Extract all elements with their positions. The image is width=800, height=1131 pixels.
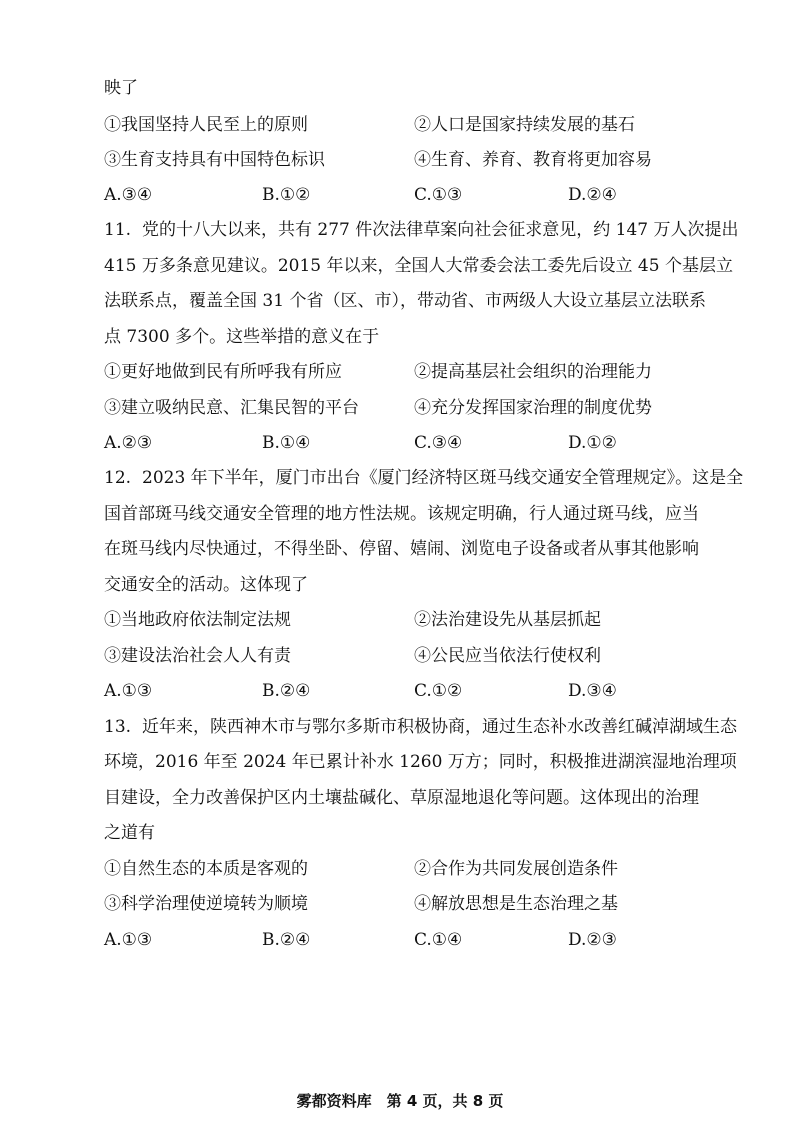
q12-answer-b: B.②④ xyxy=(262,681,311,701)
q10-answer-a: A.③④ xyxy=(104,185,153,205)
q11-answer-c: C.③④ xyxy=(414,433,463,453)
continued-stem-line: 映了 xyxy=(104,78,138,98)
q11-answer-b: B.①④ xyxy=(262,433,311,453)
q11-stem-line-2: 415 万多条意见建议。2015 年以来，全国人大常委会法工委先后设立 45 个基层立 xyxy=(104,256,733,276)
q12-answer-a: A.①③ xyxy=(104,681,153,701)
q13-option-4: ④解放思想是生态治理之基 xyxy=(414,894,618,914)
q12-answer-c: C.①② xyxy=(414,681,463,701)
q13-stem-line-4: 之道有 xyxy=(104,823,155,843)
q13-stem-line-1: 近年来，陕西神木市与鄂尔多斯市积极协商，通过生态补水改善红碱淖湖域生态 xyxy=(142,717,737,737)
q11-option-4: ④充分发挥国家治理的制度优势 xyxy=(414,398,652,418)
q10-answer-c: C.①③ xyxy=(414,185,463,205)
q12-option-2: ②法治建设先从基层抓起 xyxy=(414,610,601,630)
q10-option-1: ①我国坚持人民至上的原则 xyxy=(104,115,308,135)
q13-option-3: ③科学治理使逆境转为顺境 xyxy=(104,894,308,914)
q13-option-2: ②合作为共同发展创造条件 xyxy=(414,859,618,879)
page-footer: 雾都资料库 第 4 页，共 8 页 xyxy=(296,1092,504,1110)
q12-option-1: ①当地政府依法制定法规 xyxy=(104,610,291,630)
q11-number: 11. xyxy=(104,220,132,240)
q13-stem-line-2: 环境，2016 年至 2024 年已累计补水 1260 万方；同时，积极推进湖滨湿地治理项 xyxy=(104,752,737,772)
q13-stem-line-3: 目建设，全力改善保护区内土壤盐碱化、草原湿地退化等问题。这体现出的治理 xyxy=(104,788,699,808)
q12-option-3: ③建设法治社会人人有责 xyxy=(104,646,291,666)
q11-option-2: ②提高基层社会组织的治理能力 xyxy=(414,362,652,382)
q13-answer-b: B.②④ xyxy=(262,930,311,950)
q11-option-1: ①更好地做到民有所呼我有所应 xyxy=(104,362,342,382)
q13-option-1: ①自然生态的本质是客观的 xyxy=(104,859,308,879)
q13-number: 13. xyxy=(104,717,132,737)
q11-stem-line-1: 党的十八大以来，共有 277 件次法律草案向社会征求意见，约 147 万人次提出 xyxy=(142,220,739,240)
q10-answer-b: B.①② xyxy=(262,185,311,205)
q13-answer-d: D.②③ xyxy=(568,930,617,950)
q12-stem-line-2: 国首部斑马线交通安全管理的地方性法规。该规定明确，行人通过斑马线，应当 xyxy=(104,504,699,524)
q11-answer-d: D.①② xyxy=(568,433,617,453)
q10-answer-d: D.②④ xyxy=(568,185,617,205)
q12-option-4: ④公民应当依法行使权利 xyxy=(414,646,601,666)
q11-option-3: ③建立吸纳民意、汇集民智的平台 xyxy=(104,398,359,418)
q12-stem-line-4: 交通安全的活动。这体现了 xyxy=(104,575,308,595)
q12-answer-d: D.③④ xyxy=(568,681,617,701)
q11-stem-line-4: 点 7300 多个。这些举措的意义在于 xyxy=(104,327,380,347)
q12-stem-line-1: 2023 年下半年，厦门市出台《厦门经济特区斑马线交通安全管理规定》。这是全 xyxy=(142,468,744,488)
q11-stem-line-3: 法联系点，覆盖全国 31 个省（区、市），带动省、市两级人大设立基层立法联系 xyxy=(104,291,706,311)
q13-answer-a: A.①③ xyxy=(104,930,153,950)
q12-number: 12. xyxy=(104,468,132,488)
q13-answer-c: C.①④ xyxy=(414,930,463,950)
q12-stem-line-3: 在斑马线内尽快通过，不得坐卧、停留、嬉闹、浏览电子设备或者从事其他影响 xyxy=(104,539,699,559)
q10-option-3: ③生育支持具有中国特色标识 xyxy=(104,150,325,170)
q10-option-4: ④生育、养育、教育将更加容易 xyxy=(414,150,652,170)
q11-answer-a: A.②③ xyxy=(104,433,153,453)
q10-option-2: ②人口是国家持续发展的基石 xyxy=(414,115,635,135)
